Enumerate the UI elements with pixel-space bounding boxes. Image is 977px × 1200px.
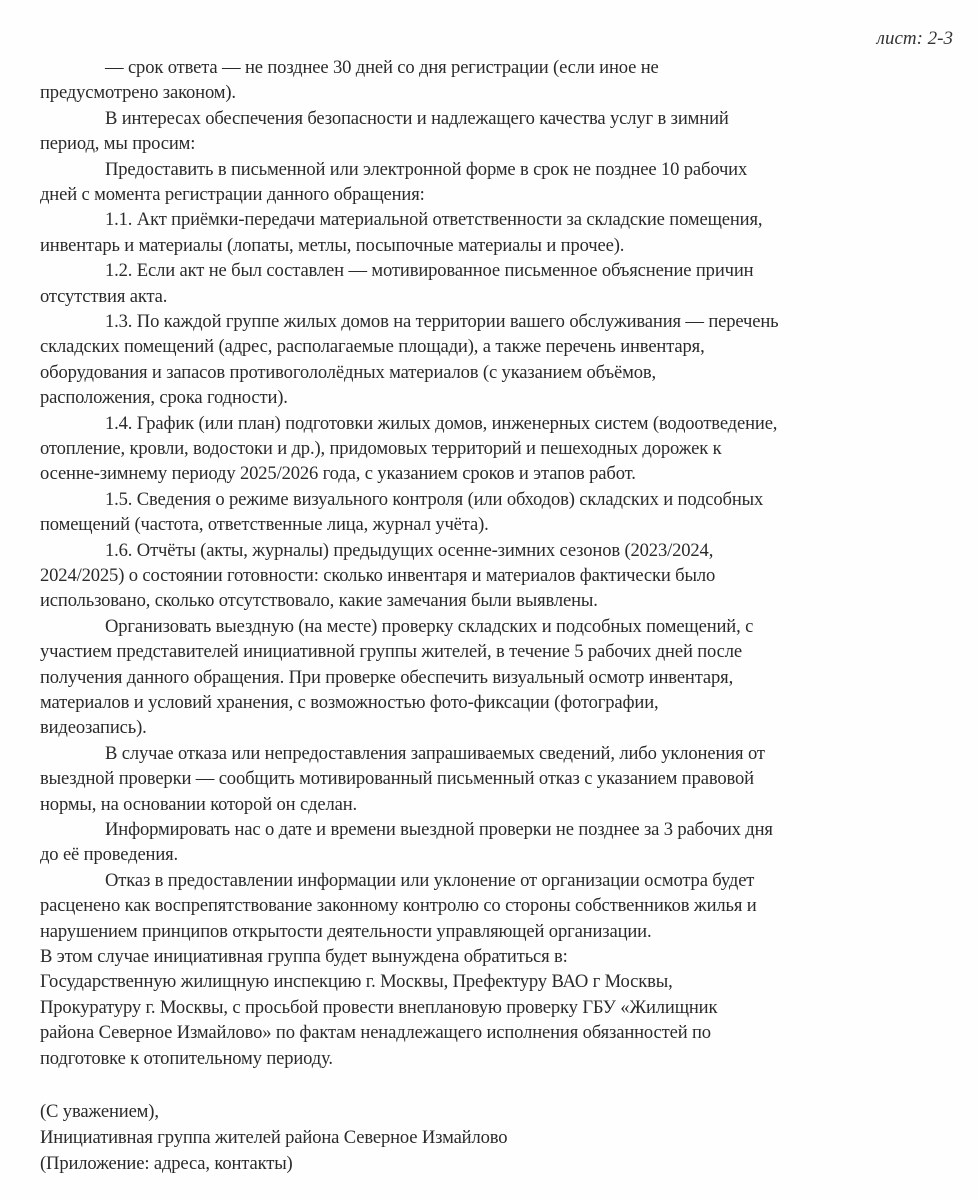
text-line: отопление, кровли, водостоки и др.), придомовых территорий и пешеходных дорожек к [40,438,722,459]
text-line: В этом случае инициативная группа будет вынуждена обратиться в: [40,946,568,967]
text-line: видеозапись). [40,717,147,739]
text-line: В случае отказа или непредоставления запрашиваемых сведений, либо уклонения от [105,742,765,764]
text-line: нарушением принципов открытости деятельности управляющей организации. [40,920,652,942]
text-line: 2024/2025) о состоянии готовности: сколько инвентаря и материалов фактически было [40,565,716,586]
text-line: складских помещений (адрес, располагаемые площади), а также перечень инвентаря, [40,336,705,358]
text-line: подготовке к отопительному периоду. [40,1047,333,1069]
text-line: оборудования и запасов противогололёдных материалов (с указанием объёмов, [40,361,656,383]
text-line: отсутствия акта. [40,285,168,307]
text-line: до её проведения. [40,844,179,866]
text-line: осенне-зимнему периоду 2025/2026 года, с указанием сроков и этапов работ. [40,463,636,485]
text-line: расположения, срока годности). [40,387,288,409]
text-line: В интересах обеспечения безопасности и надлежащего качества услуг в зимний [105,107,729,129]
text-line: инвентарь и материалы (лопаты, метлы, посыпочные материалы и прочее). [40,234,625,256]
text-line: предусмотрено законом). [40,82,236,104]
sheet-number: лист: 2-3 [876,28,953,49]
text-line: 1.3. По каждой группе жилых домов на территории вашего обслуживания — перечень [105,311,779,332]
text-line: выездной проверки — сообщить мотивированный письменный отказ с указанием правовой [40,768,754,790]
text-line: получения данного обращения. При проверке обеспечить визуальный осмотр инвентаря, [40,666,734,688]
text-line: 1.4. График (или план) подготовки жилых домов, инженерных систем (водоотведение, [105,412,778,434]
text-line: Государственную жилищную инспекцию г. Москвы, Префектуру ВАО г Москвы, [40,971,673,993]
text-line: материалов и условий хранения, с возможностью фото-фиксации (фотографии, [40,692,659,713]
text-line: 1.6. Отчёты (акты, журналы) предыдущих осенне-зимних сезонов (2023/2024, [105,539,714,561]
text-line: нормы, на основании которой он сделан. [40,793,358,815]
text-line: 1.1. Акт приёмки-передачи материальной ответственности за складские помещения, [105,209,763,231]
text-line: района Северное Измайлово» по фактам ненадлежащего исполнения обязанностей по [40,1022,711,1044]
text-line: расценено как воспрепятствование законному контролю со стороны собственников жилья и [40,895,757,917]
text-line: 1.5. Сведения о режиме визуального контроля (или обходов) складских и подсобных [105,488,764,510]
text-line: Прокуратуру г. Москвы, с просьбой провести внеплановую проверку ГБУ «Жилищник [40,996,718,1018]
text-line: Отказ в предоставлении информации или уклонение от организации осмотра будет [105,869,755,891]
attachment-line: (Приложение: адреса, контакты) [40,1153,293,1174]
text-line: Информировать нас о дате и времени выездной проверки не позднее за 3 рабочих дня [105,819,773,840]
text-line: дней с момента регистрации данного обращения: [40,184,425,205]
signer-line: Инициативная группа жителей района Северное Измайлово [40,1127,508,1148]
text-line: — срок ответа — не позднее 30 дней со дня регистрации (если иное не [105,57,659,78]
text-line: Организовать выездную (на месте) проверку складских и подсобных помещений, с [105,615,754,637]
text-line: 1.2. Если акт не был составлен — мотивированное письменное объяснение причин [105,260,754,282]
text-line: участием представителей инициативной группы жителей, в течение 5 рабочих дней после [40,641,742,663]
text-line: Предоставить в письменной или электронной форме в срок не позднее 10 рабочих [105,158,748,180]
text-line: использовано, сколько отсутствовало, какие замечания были выявлены. [40,590,598,612]
text-line: помещений (частота, ответственные лица, журнал учёта). [40,514,489,536]
text-line: период, мы просим: [40,133,196,155]
closing-line: (С уважением), [40,1101,159,1122]
